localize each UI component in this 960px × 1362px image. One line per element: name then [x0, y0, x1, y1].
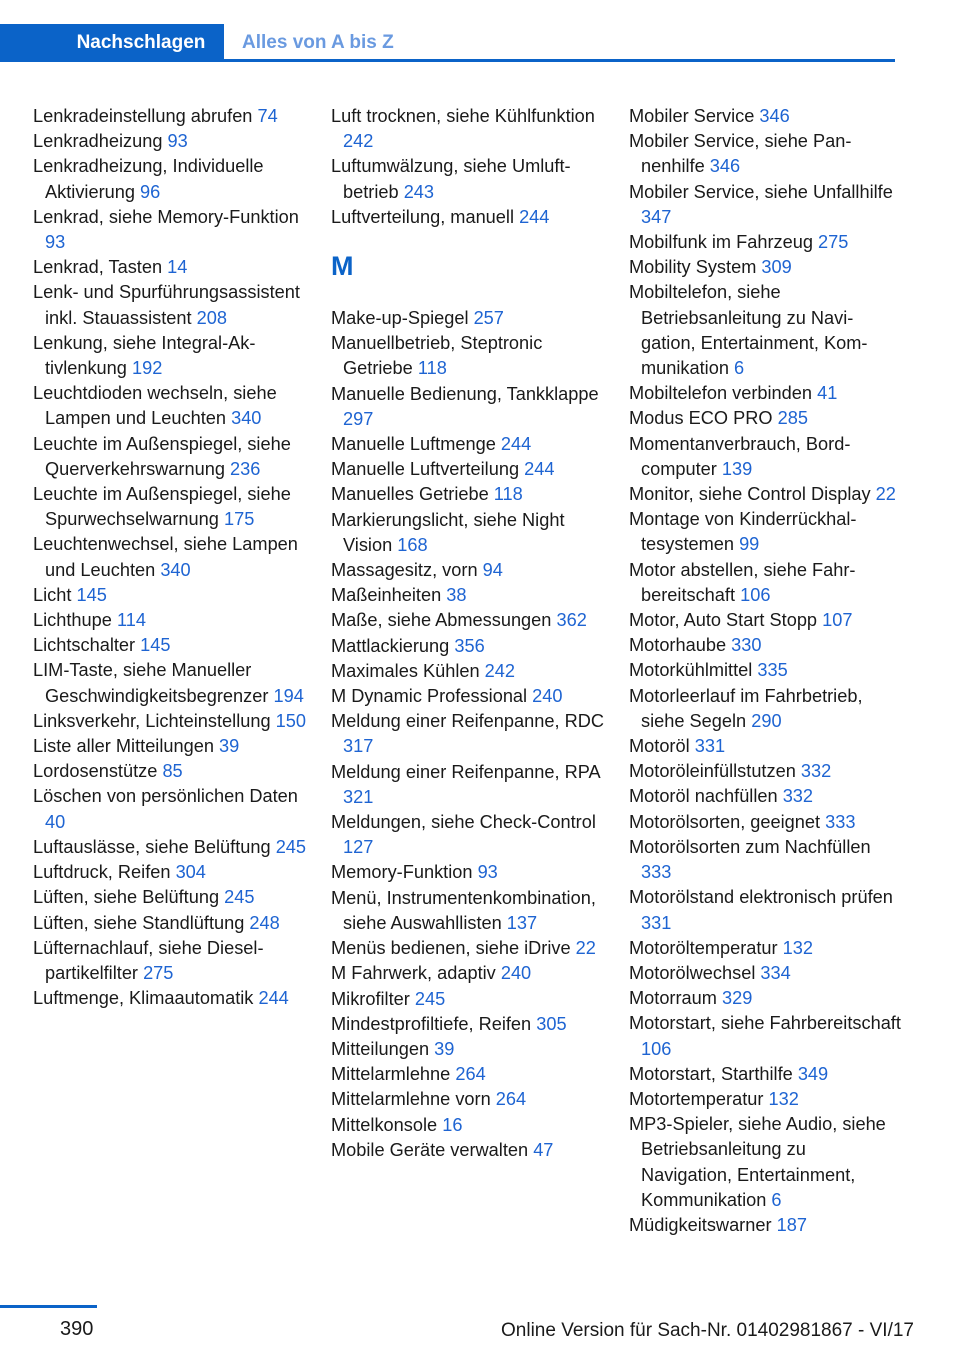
index-entry — [33, 709, 313, 734]
page-link[interactable]: 349 — [797, 1063, 829, 1084]
page-link[interactable]: 297 — [343, 408, 374, 429]
index-entry — [629, 482, 901, 507]
page-link[interactable]: 132 — [782, 937, 814, 958]
index-entry — [331, 1138, 611, 1163]
index-entry — [33, 154, 313, 204]
index-entry-text: Lichtschalter — [33, 635, 136, 656]
page-link[interactable]: 192 — [131, 358, 163, 379]
page-link[interactable]: 356 — [454, 635, 485, 656]
page-link[interactable]: 240 — [532, 686, 563, 707]
index-entry-text: LIM-Taste, siehe Manueller Geschwindigkeitsbegrenzer — [33, 660, 269, 706]
index-entry-text: M Fahrwerk, adaptiv — [331, 963, 496, 984]
index-entry-text: Mobiler Service, siehe Pannenhilfe — [629, 131, 852, 177]
index-entry — [33, 608, 313, 633]
page-link[interactable]: 332 — [782, 786, 814, 807]
index-entry — [331, 860, 611, 885]
page-link[interactable]: 139 — [721, 458, 753, 479]
page-link[interactable]: 275 — [818, 232, 849, 253]
page-link[interactable]: 236 — [230, 458, 261, 479]
index-entry-text: Maßeinheiten — [331, 585, 442, 606]
index-entry-text: Lenk- und Spurführungsassistent inkl. Stauassistent — [33, 282, 300, 328]
index-entry-text: Mobiler Service — [629, 106, 755, 126]
page-link[interactable]: 39 — [219, 736, 240, 757]
page-link[interactable]: 245 — [414, 988, 446, 1009]
index-column-1 — [33, 104, 313, 1011]
index-entry — [331, 1087, 611, 1112]
index-entry — [331, 659, 611, 684]
page-link[interactable]: 335 — [757, 660, 788, 681]
index-entry-text: MP3-Spieler, siehe Audio, siehe Betriebsanleitung zu Navigation, Entertainment, Kommunikation — [629, 1114, 886, 1210]
index-entry-text: Müdigkeitswarner — [629, 1214, 772, 1235]
index-entry-text: Manuelle Luftverteilung — [331, 459, 520, 480]
index-entry-text: Menüs bedienen, siehe iDrive — [331, 938, 571, 959]
index-entry-text: Manuelles Getriebe — [331, 484, 489, 505]
index-entry — [629, 986, 901, 1011]
index-entry-text: Mobility System — [629, 257, 757, 278]
index-entry-text: Mobilfunk im Fahrzeug — [629, 232, 813, 253]
index-entry — [331, 709, 611, 759]
index-entry-text: Markierungslicht, siehe Night Vision — [331, 509, 565, 555]
index-entry — [331, 482, 611, 507]
page-link[interactable]: 242 — [343, 131, 374, 152]
index-entry-text: Löschen von persönlichen Daten — [33, 786, 298, 807]
page-link[interactable]: 317 — [343, 736, 374, 757]
index-entry — [33, 104, 313, 129]
index-entry — [331, 583, 611, 608]
page-link[interactable]: 347 — [641, 206, 672, 227]
page-link[interactable]: 41 — [817, 383, 838, 404]
index-entry — [33, 759, 313, 784]
index-entry — [33, 583, 313, 608]
page-link[interactable]: 329 — [722, 988, 753, 1009]
index-entry-text: Mittelkonsole — [331, 1114, 438, 1135]
page-link[interactable]: 175 — [223, 509, 255, 530]
page-number: 390 — [60, 1318, 94, 1340]
index-entry-text: Motorstart, Starthilfe — [629, 1063, 793, 1084]
index-column-3 — [629, 104, 901, 1238]
index-entry — [33, 784, 313, 834]
index-entry — [629, 406, 901, 431]
page-link[interactable]: 114 — [116, 610, 146, 631]
index-entry — [33, 432, 313, 482]
page-link[interactable]: 321 — [343, 786, 374, 807]
index-entry-text: M Dynamic Professional — [331, 686, 528, 707]
index-entry-text: Motoröl — [629, 736, 690, 757]
index-entry-text: Luftverteilung, manuell — [331, 206, 514, 227]
index-entry-text: Lüfternachlauf, siehe Dieselpartikelfilter — [33, 937, 264, 983]
index-entry — [331, 608, 611, 633]
page-link[interactable]: 40 — [45, 811, 66, 832]
page-link[interactable]: 22 — [875, 484, 896, 505]
index-entry — [33, 734, 313, 759]
page-link[interactable]: 245 — [224, 887, 255, 908]
page-link[interactable]: 362 — [556, 610, 587, 631]
index-entry-text: Monitor, siehe Control Display — [629, 484, 871, 505]
tab-nachschlagen[interactable] — [0, 24, 224, 62]
page-link[interactable]: 38 — [446, 585, 467, 606]
index-entry-text: Motorkühlmittel — [629, 660, 753, 681]
page-link[interactable]: 168 — [397, 534, 428, 555]
page-link[interactable]: 340 — [160, 559, 191, 580]
page-link[interactable]: 194 — [273, 685, 304, 706]
index-entry — [33, 885, 313, 910]
index-entry — [629, 835, 901, 885]
index-entry-text: Lenkradheizung — [33, 131, 163, 152]
index-entry — [331, 1062, 611, 1087]
page-link[interactable]: 305 — [536, 1013, 567, 1034]
index-entry-text: Meldungen, siehe Check-Control — [331, 812, 596, 833]
page-link[interactable]: 106 — [641, 1038, 672, 1059]
index-entry-text: Motortemperatur — [629, 1088, 764, 1109]
index-entry-text: Luftmenge, Klimaautomatik — [33, 988, 254, 1009]
index-entry — [629, 255, 901, 280]
index-entry-text: Motor abstellen, siehe Fahrbereitschaft — [629, 559, 856, 605]
index-entry — [629, 1062, 901, 1087]
page-link[interactable]: 208 — [196, 307, 228, 328]
page-link[interactable]: 99 — [739, 534, 760, 555]
index-entry — [331, 886, 611, 936]
page-link[interactable]: 330 — [731, 635, 762, 656]
page-link[interactable]: 47 — [533, 1139, 554, 1160]
page-link[interactable]: 332 — [800, 761, 832, 782]
index-entry — [629, 885, 901, 935]
index-entry — [331, 1037, 611, 1062]
index-entry-text: Mobiltelefon verbinden — [629, 383, 813, 404]
index-entry — [33, 331, 313, 381]
index-entry — [33, 255, 313, 280]
page-link[interactable]: 96 — [140, 181, 161, 202]
page-link[interactable]: 6 — [734, 358, 745, 379]
index-entry-text: Lenkradeinstellung abrufen — [33, 106, 253, 126]
index-entry-text: Motorölsorten, geeignet — [629, 811, 821, 832]
index-entry — [331, 558, 611, 583]
index-entry-text: Maße, siehe Abmessungen — [331, 610, 552, 631]
index-entry — [33, 482, 313, 532]
index-entry — [331, 382, 611, 432]
index-entry — [33, 633, 313, 658]
index-entry — [629, 936, 901, 961]
page-link[interactable]: 16 — [442, 1114, 463, 1135]
page-link[interactable]: 94 — [482, 560, 503, 581]
index-entry-text: Motorhaube — [629, 635, 727, 656]
page-link[interactable]: 346 — [709, 156, 741, 177]
index-entry-text: Luftauslässe, siehe Belüftung — [33, 836, 271, 857]
page-link[interactable]: 285 — [777, 408, 808, 429]
index-entry — [331, 1012, 611, 1037]
index-entry-text: Lichthupe — [33, 610, 112, 631]
index-entry — [629, 633, 901, 658]
index-entry-text: Linksverkehr, Lichteinstellung — [33, 710, 271, 731]
index-entry-text: Manuelle Luftmenge — [331, 434, 496, 455]
page-link[interactable]: 304 — [175, 862, 206, 883]
index-entry — [331, 760, 611, 810]
page-link[interactable]: 74 — [257, 106, 278, 126]
index-entry-text: Maximales Kühlen — [331, 660, 480, 681]
index-entry — [33, 835, 313, 860]
index-entry — [629, 280, 901, 381]
index-entry-text: Lenkrad, Tasten — [33, 257, 163, 278]
index-entry — [33, 381, 313, 431]
index-entry-text: Luftumwälzung, siehe Umluftbetrieb — [331, 156, 571, 202]
index-entry — [629, 129, 901, 179]
index-entry — [629, 104, 901, 129]
page-link[interactable]: 333 — [641, 862, 672, 883]
online-version-note: Online Version für Sach-Nr. 01402981867 - VI/17 — [501, 1320, 914, 1341]
index-entry — [331, 154, 611, 204]
page-link[interactable]: 331 — [694, 736, 726, 757]
page-link[interactable]: 290 — [751, 710, 782, 731]
page-link[interactable]: 331 — [641, 912, 672, 933]
index-entry — [629, 180, 901, 230]
index-entry-text: Mittelarmlehne — [331, 1064, 451, 1085]
index-entry-text: Lenkrad, siehe Memory-Funktion — [33, 206, 299, 227]
tab-alles-von-a-bis-z[interactable] — [224, 24, 394, 62]
index-entry-text: Motorleerlauf im Fahrbetrieb, siehe Segeln — [629, 685, 863, 731]
index-entry-text: Manuelle Bedienung, Tankklappe — [331, 383, 599, 404]
index-entry — [331, 205, 611, 230]
index-entry — [629, 432, 901, 482]
index-entry-text: Mikrofilter — [331, 988, 410, 1009]
index-entry — [629, 759, 901, 784]
page-link[interactable]: 93 — [477, 862, 498, 883]
index-entry — [33, 986, 313, 1011]
index-entry-text: Motorölwechsel — [629, 962, 756, 983]
page-link[interactable]: 118 — [417, 358, 447, 379]
page-link[interactable]: 346 — [759, 106, 790, 126]
index-entry-text: Leuchtenwechsel, siehe Lampen und Leuchten — [33, 534, 298, 580]
index-entry — [629, 1011, 901, 1061]
index-entry — [331, 457, 611, 482]
index-entry-text: Motoröleinfüllstutzen — [629, 761, 796, 782]
page-link[interactable]: 22 — [575, 938, 596, 959]
index-entry — [331, 104, 611, 154]
index-entry — [629, 230, 901, 255]
index-entry-text: Luft trocknen, siehe Kühlfunktion — [331, 106, 595, 126]
index-entry — [629, 658, 901, 683]
index-entry — [331, 508, 611, 558]
index-entry — [331, 961, 611, 986]
index-entry — [331, 684, 611, 709]
index-column-2 — [331, 104, 611, 1163]
index-entry-text: Massagesitz, vorn — [331, 560, 478, 581]
index-entry-text: Luftdruck, Reifen — [33, 862, 171, 883]
index-entry-text: Momentanverbrauch, Bordcomputer — [629, 433, 851, 479]
index-entry — [331, 331, 611, 381]
index-entry — [629, 961, 901, 986]
index-entry-text: Lüften, siehe Belüftung — [33, 887, 220, 908]
index-entry-text: Meldung einer Reifenpanne, RPA — [331, 761, 600, 782]
index-entry — [331, 1113, 611, 1138]
index-entry-text: Montage von Kinderrückhaltesystemen — [629, 509, 857, 555]
index-entry-text: Menü, Instrumentenkombination, siehe Auswahllisten — [331, 887, 596, 933]
index-entry-text: Liste aller Mitteilungen — [33, 736, 214, 757]
page-link[interactable]: 6 — [771, 1189, 782, 1210]
index-entry — [629, 784, 901, 809]
page-link[interactable]: 248 — [249, 912, 280, 933]
index-entry — [629, 608, 901, 633]
page-link[interactable]: 244 — [519, 206, 550, 227]
footer-rule — [0, 1305, 97, 1308]
index-entry — [331, 634, 611, 659]
page-link[interactable]: 245 — [275, 836, 307, 857]
index-entry-text: Leuchte im Außenspiegel, siehe Spurwechselwarnung — [33, 484, 291, 530]
index-entry — [331, 987, 611, 1012]
index-entry-text: Memory-Funktion — [331, 862, 473, 883]
index-entry — [629, 684, 901, 734]
page-link[interactable]: 340 — [231, 408, 262, 429]
page-link[interactable]: 145 — [76, 584, 107, 605]
index-entry — [629, 1087, 901, 1112]
index-entry-text: Motorstart, siehe Fahrbereitschaft — [629, 1013, 901, 1034]
index-entry-text: Mindestprofiltiefe, Reifen — [331, 1013, 532, 1034]
page-link[interactable]: 187 — [776, 1214, 807, 1235]
page-link[interactable]: 242 — [484, 660, 516, 681]
index-entry — [33, 658, 313, 708]
page-link[interactable]: 333 — [825, 811, 856, 832]
index-entry-text: Licht — [33, 584, 72, 605]
index-entry-text: Mobiltelefon, siehe Betriebsanleitung zu Navigation, Entertainment, Kommunikation — [629, 282, 868, 379]
index-entry-text: Lenkung, siehe Integral-Aktivlenkung — [33, 332, 256, 379]
page-link[interactable]: 264 — [455, 1064, 486, 1085]
page-link[interactable]: 132 — [768, 1088, 799, 1109]
page-link[interactable]: 39 — [434, 1038, 455, 1059]
page-link[interactable]: 127 — [343, 837, 374, 858]
index-entry — [629, 1213, 901, 1238]
index-entry-text: Mattlackierung — [331, 635, 450, 656]
page-link[interactable]: 309 — [761, 257, 792, 278]
header-bar — [0, 24, 895, 62]
page-link[interactable]: 137 — [506, 912, 538, 933]
tab-alles-label: Alles von A bis Z — [242, 32, 394, 53]
index-entry-text: Leuchtdioden wechseln, siehe Lampen und Leuchten — [33, 383, 277, 429]
index-entry-text: Meldung einer Reifenpanne, RDC — [331, 711, 604, 732]
index-entry-text: Mitteilungen — [331, 1038, 430, 1059]
index-entry — [331, 432, 611, 457]
index-entry — [33, 936, 313, 986]
tab-nachschlagen-label: Nachschlagen — [76, 32, 206, 53]
index-entry-text: Make-up-Spiegel — [331, 308, 469, 329]
index-entry-text: Motorölstand elektronisch prüfen — [629, 887, 893, 908]
page-link[interactable]: 244 — [524, 459, 555, 480]
index-entry — [331, 810, 611, 860]
page-link[interactable]: 240 — [500, 963, 532, 984]
index-entry — [33, 532, 313, 582]
index-entry — [33, 205, 313, 255]
index-entry-text: Mobile Geräte verwalten — [331, 1139, 529, 1160]
page-link[interactable]: 106 — [740, 584, 771, 605]
page-link[interactable]: 150 — [275, 710, 307, 731]
page-link[interactable]: 118 — [493, 484, 523, 505]
index-entry-text: Motorraum — [629, 988, 717, 1009]
index-entry-text: Lordosenstütze — [33, 761, 158, 782]
header-rule — [224, 59, 895, 62]
page-link[interactable]: 257 — [473, 308, 504, 329]
index-entry — [33, 860, 313, 885]
page-link[interactable]: 244 — [500, 434, 532, 455]
index-entry-text: Lenkradheizung, Individuelle Aktivierung — [33, 156, 264, 202]
index-entry — [33, 911, 313, 936]
page-link[interactable]: 244 — [258, 988, 289, 1009]
page-link[interactable]: 14 — [167, 257, 188, 278]
page-link[interactable]: 145 — [140, 635, 171, 656]
index-entry — [629, 381, 901, 406]
page-link[interactable]: 334 — [760, 962, 791, 983]
index-entry — [331, 936, 611, 961]
page-link[interactable]: 264 — [495, 1089, 527, 1110]
index-entry — [629, 734, 901, 759]
index-entry — [629, 810, 901, 835]
page-link[interactable]: 275 — [143, 962, 174, 983]
index-entry — [629, 1112, 901, 1213]
page-link[interactable]: 93 — [45, 232, 66, 253]
index-entry-text: Motor, Auto Start Stopp — [629, 610, 818, 631]
section-letter: M — [331, 251, 354, 282]
page-link[interactable]: 85 — [162, 761, 183, 782]
index-entry-text: Manuellbetrieb, Steptronic Getriebe — [331, 333, 543, 379]
index-entry-text: Leuchte im Außenspiegel, siehe Querverkehrswarnung — [33, 433, 291, 479]
index-entry-text: Mittelarmlehne vorn — [331, 1089, 491, 1110]
index-entry — [629, 558, 901, 608]
index-entry — [331, 306, 611, 331]
index-entry-text: Motoröl nachfüllen — [629, 786, 778, 807]
index-entry — [33, 280, 313, 330]
index-entry-text: Mobiler Service, siehe Unfallhilfe — [629, 181, 893, 202]
page-link[interactable]: 243 — [403, 181, 435, 202]
index-entry-text: Motoröltemperatur — [629, 937, 778, 958]
index-entry — [629, 507, 901, 557]
page-link[interactable]: 107 — [822, 610, 853, 631]
page-link[interactable]: 93 — [167, 131, 188, 152]
index-entry-text: Lüften, siehe Standlüftung — [33, 912, 245, 933]
index-entry-text: Motorölsorten zum Nachfüllen — [629, 836, 871, 857]
index-entry — [33, 129, 313, 154]
index-entry-text: Modus ECO PRO — [629, 408, 773, 429]
